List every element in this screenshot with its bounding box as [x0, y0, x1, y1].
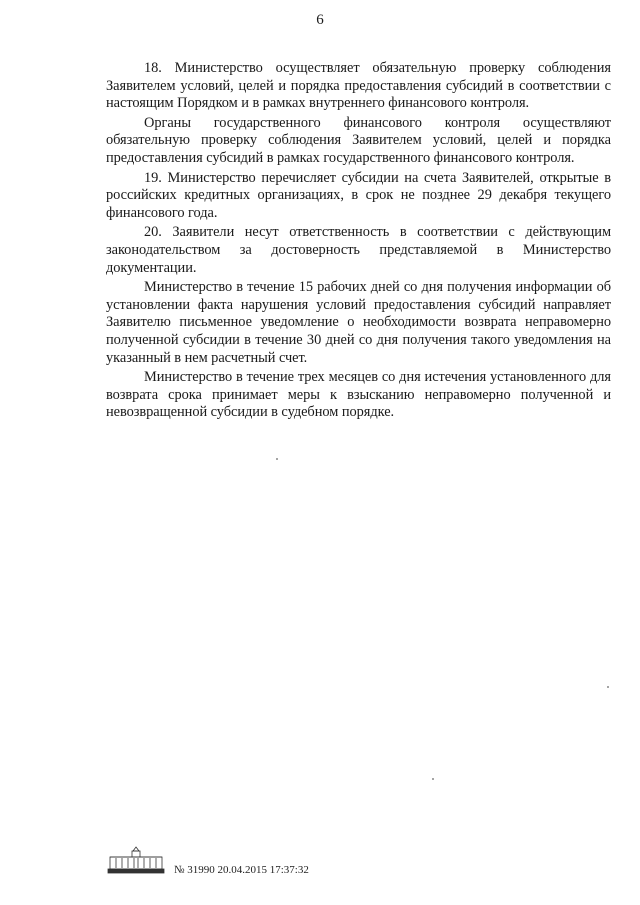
document-body	[106, 60, 611, 424]
paragraph-20: 20. Заявители несут ответственность в соответствии с действующим законодательством за достоверность представляемой в Министерство документации.	[106, 224, 611, 276]
paragraph-18: 18. Министерство осуществляет обязательную проверку соблюдения Заявителем условий, целей и порядка предоставления субсидий в соответствии с настоящим Порядком и в рамках внутреннего финансового контроля.	[106, 60, 611, 112]
registration-number: № 31990 20.04.2015 17:37:32	[174, 864, 309, 876]
scan-speck	[276, 458, 278, 460]
paragraph-19: 19. Министерство перечисляет субсидии на счета Заявителей, открытые в российских кредитных организациях, в срок не позднее 29 декабря текущего финансового года.	[106, 169, 611, 221]
page-number: 6	[316, 12, 324, 28]
building-stamp-icon	[106, 845, 166, 875]
scan-speck	[432, 778, 434, 780]
paragraph-recovery: Министерство в течение трех месяцев со дня истечения установленного для возврата срока принимает меры к взысканию неправомерно полученной и невозвращенной субсидии в судебном порядке.	[106, 369, 611, 421]
paragraph-notification: Министерство в течение 15 рабочих дней со дня получения информации об установлении факта нарушения условий предоставления субсидий направляет Заявителю письменное уведомление о необходимости возврата неправомерно полученной субсидии в течение 30 дней со дня получения такого уведомления на указанный в нем расчетный счет.	[106, 279, 611, 366]
scan-speck	[607, 686, 609, 688]
paragraph-control-bodies: Органы государственного финансового контроля осуществляют обязательную проверку соблюдения Заявителем условий, целей и порядка предоставления субсидий в рамках государственного финансового контроля.	[106, 114, 611, 166]
